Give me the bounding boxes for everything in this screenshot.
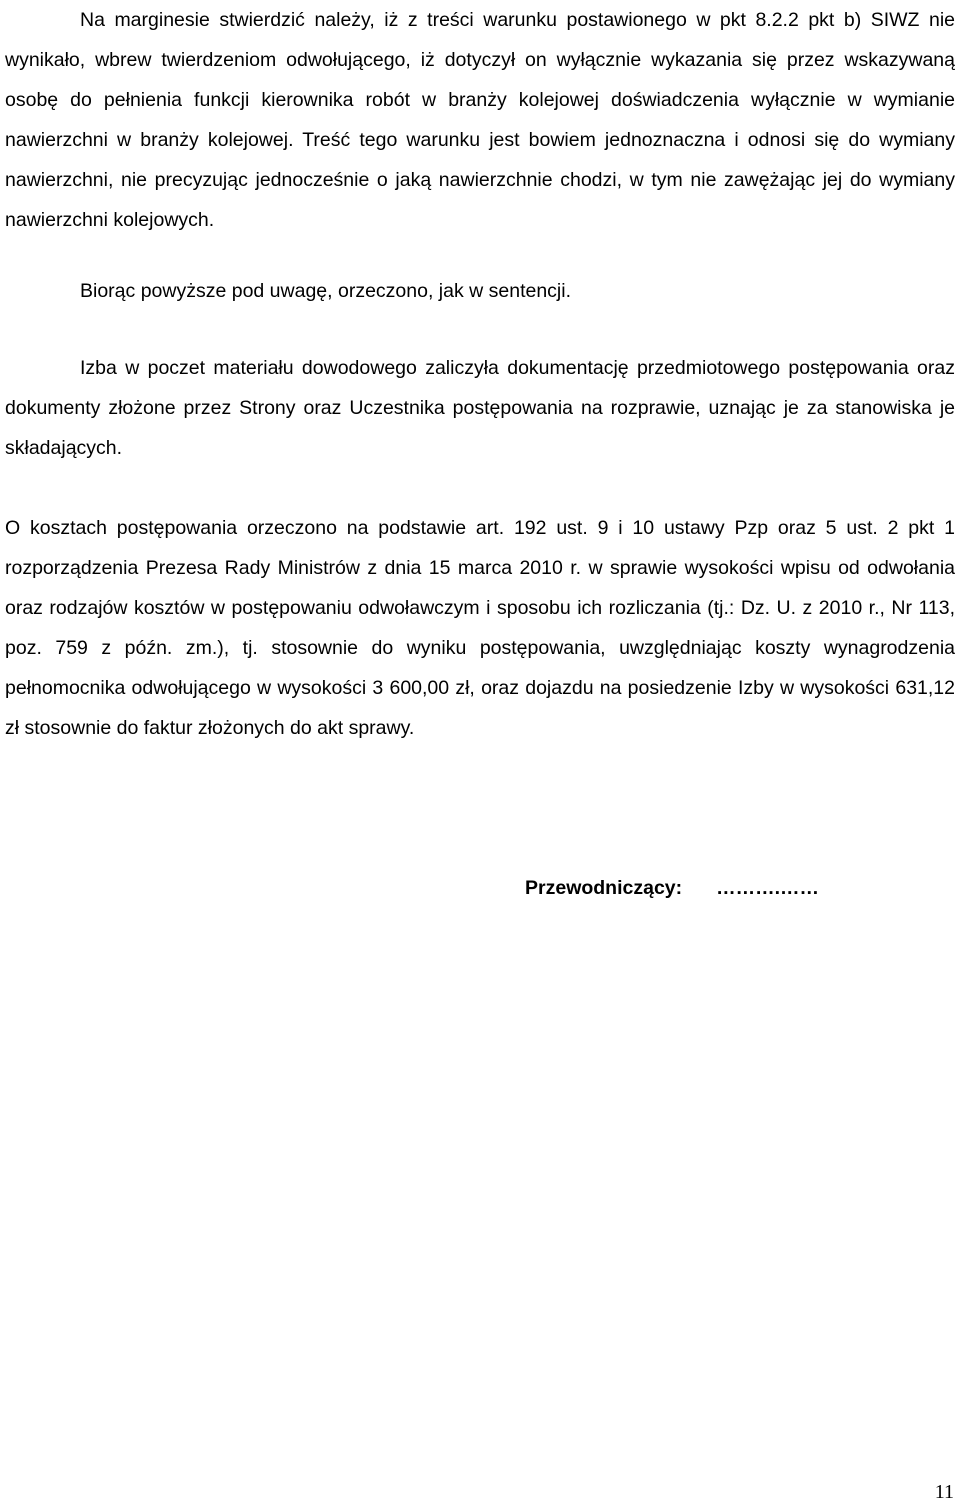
signature-block — [525, 868, 819, 908]
signature-placeholder: ……….…… — [716, 877, 820, 899]
page-number: 11 — [934, 1481, 954, 1503]
paragraph-note: Na marginesie stwierdzić należy, iż z treści warunku postawionego w pkt 8.2.2 pkt b) SIWZ nie wynikało, wbrew twierdzeniom odwołującego, iż dotyczył on wyłącznie wykazania się przez wskazywaną osobę do pełnienia funkcji kierownika robót w branży kolejowej doświadczenia wyłącznie w wymianie nawierzchni w branży kolejowej. Treść tego warunku jest bowiem jednoznaczna i odnosi się do wymiany nawierzchni, nie precyzując jednocześnie o jaką nawierzchnie chodzi, w tym nie zawężając jej do wymiany nawierzchni kolejowych. — [5, 9, 955, 231]
paragraph-costs: O kosztach postępowania orzeczono na podstawie art. 192 ust. 9 i 10 ustawy Pzp oraz 5 ust. 2 pkt 1 rozporządzenia Prezesa Rady Ministrów z dnia 15 marca 2010 r. w sprawie wysokości wpisu od odwołania oraz rodzajów kosztów w postępowaniu odwoławczym i sposobu ich rozliczania (tj.: Dz. U. z 2010 r., Nr 113, poz. 759 z późn. zm.), tj. stosownie do wyniku postępowania, uwzględniając koszty wynagrodzenia pełnomocnika odwołującego w wysokości 3 600,00 zł, oraz dojazdu na posiedzenie Izby w wysokości 631,12 zł stosownie do faktur złożonych do akt sprawy. — [5, 517, 955, 739]
paragraph-evidence: Izba w poczet materiału dowodowego zaliczyła dokumentację przedmiotowego postępowania oraz dokumenty złożone przez Strony oraz Uczestnika postępowania na rozprawie, uznając je za stanowiska je składających. — [5, 357, 955, 459]
paragraph-conclusion: Biorąc powyższe pod uwagę, orzeczono, jak w sentencji. — [80, 280, 572, 302]
signature-label: Przewodniczący: — [525, 877, 683, 899]
